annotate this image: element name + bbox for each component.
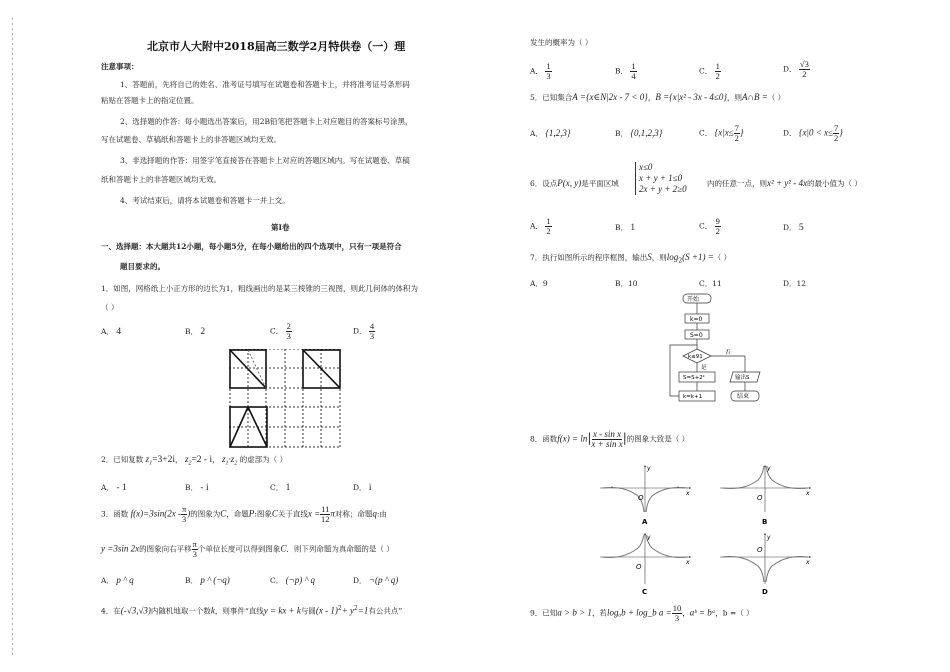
graph-b [720,466,810,512]
q4-option-c: C． $\frac{1}{2}$ [699,61,720,81]
notice-p3a: 3、非选择题的作答：用签字笔直接答在答题卡上对应的答题区域内。写在试题卷、草稿 [120,156,410,165]
three-view-grid-figure [229,349,341,449]
flow-condition: k≤91 [688,354,703,360]
flow-increment: k=k+1 [683,394,703,400]
graph-c [600,534,690,584]
graph-a-label: A [642,518,648,526]
notice-p2b: 写在试题卷、草稿纸和答题卡上的非答题区域均无效。 [101,135,281,144]
graph-d-xlabel: x [806,559,810,566]
q3-option-b: B． p ^ (¬q) [185,575,230,585]
q2-text: 2．已知复数 $z_1=3+2i$， $z_2=2 - i$， $z_1\cdot z_2$ 的虚部为（ ） [101,454,288,467]
q7-option-a: A．9 [530,279,548,288]
graph-a-xlabel: x [686,490,690,497]
notice-p2a: 2、选择题的作答：每小题选出答案后，用2B铅笔把答题卡上对应题目的答案标号涂黑， [120,117,413,126]
q1-option-b-value: 2 [200,327,206,337]
graph-c-xlabel: x [686,559,690,566]
q3-text-line2: y =3sin 2x的图象向右平移 $\frac{\pi}{3}$ 个单位长度可以得到图象C．则下列命题为真命题的是（ ） [101,539,394,559]
q5-option-a: A． {1,2,3} [530,128,571,138]
q5-text: 5．已知集合A ={x∈N|2x - 7 < 0}，B ={x|x² - 3x - 4≤0}，则A∩B =（ ） [530,92,786,102]
q7-option-c: C．11 [699,279,722,288]
graph-b-ylabel: y [767,465,771,472]
q8-graph-options [600,462,815,597]
q7-option-b: B．10 [615,279,638,288]
q5-option-b: B． {0,1,2,3} [615,128,663,138]
q3-option-a: A． p ^ q [101,575,134,585]
notice-p1a: 1、答题前，先将自己的姓名、准考证号填写在试题卷和答题卡上，并将准考证号条形码 [120,80,410,89]
binding-margin-line [12,18,13,658]
page-title: 北京市人大附中2018届高三数学2月特供卷（一）理 [147,40,406,53]
graph-a-ylabel: y [647,465,651,472]
q5-option-c: C． {x|x≤ $\frac{7}{2}$ } [699,123,744,143]
q6-text-a: 6．设点P(x, y)是平面区域 [530,178,619,188]
q2-option-c: C． 1 [270,483,291,493]
graph-c-label: C [642,588,648,596]
graph-d-label: D [762,588,768,596]
q6-text-b: 内的任意一点，则x² + y² - 4x的最小值为（ ） [707,178,862,188]
graph-a-origin: O [638,494,644,502]
section-heading: 第Ⅰ卷 [271,223,290,232]
notice-p3b: 纸和答题卡上的非答题区域均无效。 [101,175,221,184]
q1-option-b: B． 2 [185,327,206,337]
q3-option-c: C． (¬p) ^ q [270,575,316,585]
graph-b-label: B [762,518,768,526]
q4-option-a: A． $\frac{1}{3}$ [530,61,551,81]
q8-text: 8．函数f(x) = ln| $\frac{\text{x - sin x}}{\text{x + sin x}}$ |的图象大致是（ ） [530,429,690,449]
q1-option-a: A． 4 [101,327,122,337]
flow-end: 结束 [737,393,750,400]
q2-option-a: A． - 1 [101,483,127,493]
flow-yes: 是 [701,365,707,371]
q1-paren: （ ） [101,303,119,312]
q4-text-continued: 发生的概率为（ ） [530,38,593,47]
q2-option-d: D． i [353,483,372,493]
part1-heading-b: 题目要求的。 [120,262,165,271]
q6-constraint-system: x≤0 x + y + 1≤0 2x + y + 2≥0 [635,162,687,195]
q6-option-b: B． 1 [615,223,636,233]
q4-text: 4．在(-√3,√3)内随机地取一个数k，则事件“直线y = kx + k与圆$(x - 1)^2+ y^2=1$有公共点” [101,605,403,616]
q1-option-c: C． $\frac{2}{3}$ [270,321,291,341]
flow-start: 开始 [687,296,700,303]
graph-b-xlabel: x [806,490,810,497]
q6-option-d: D． 5 [783,223,804,233]
q7-option-d: D．12 [783,279,807,288]
q4-option-d: D． $\frac{√3}{2}$ [783,59,809,79]
notice-p1b: 粘贴在答题卡上的指定位置。 [101,96,199,105]
graph-a [600,466,690,512]
graph-c-ylabel: y [647,534,651,541]
flow-no: 否 [725,350,731,356]
flow-k0: k=0 [690,316,703,323]
q6-option-a: A． $\frac{1}{2}$ [530,216,551,236]
notice-heading: 注意事项： [101,62,139,71]
flow-s0: S=0 [690,332,703,339]
q1-option-d: D． $\frac{4}{3}$ [353,321,375,341]
graph-d [720,534,810,584]
q4-option-b: B． $\frac{1}{4}$ [615,61,636,81]
flow-output: 输出S [735,375,750,381]
q1-option-a-value: 4 [116,327,122,337]
flow-update: S=S+2ᵏ [683,375,706,381]
q1-text: 1．如图，网格纸上小正方形的边长为1，粗线画出的是某三棱锥的三视图，则此几何体的体积为 [101,284,419,293]
q9-text: 9．已知a > b > 1，若logₐb + log_b a = $\frac{10}{3}$ ，aᵇ = bᵃ，b =（ ） [530,603,754,623]
graph-c-origin: O [636,563,642,571]
graph-b-origin: O [757,494,763,502]
graph-d-ylabel: y [767,534,771,541]
q3-text-line1: 3．函数 f(x)=3sin(2x - $\frac{\pi}{3}$ )的图象为C，命题P:图象C关于直线x = $\frac{11}{12}$ π对称；命题q:由 [101,504,387,524]
q5-option-d: D． {x|0 < x≤ $\frac{7}{2}$ } [783,123,843,143]
graph-d-origin: O [757,546,763,554]
q3-option-d: D． ¬(p ^ q) [353,575,399,585]
q2-option-b: B． - i [185,483,209,493]
flowchart-figure [665,292,765,406]
q6-option-c: C． $\frac{9}{2}$ [699,216,720,236]
part1-heading-a: 一、选择题：本大题共12小题，每小题5分，在每小题给出的四个选项中，只有一项是符合 [101,242,402,251]
q7-text: 7．执行如图所示的程序框图，输出S，则$\log_2(S +1)$ =（ ） [530,252,732,265]
notice-p4: 4、考试结束后，请将本试题卷和答题卡一并上交。 [120,196,290,205]
